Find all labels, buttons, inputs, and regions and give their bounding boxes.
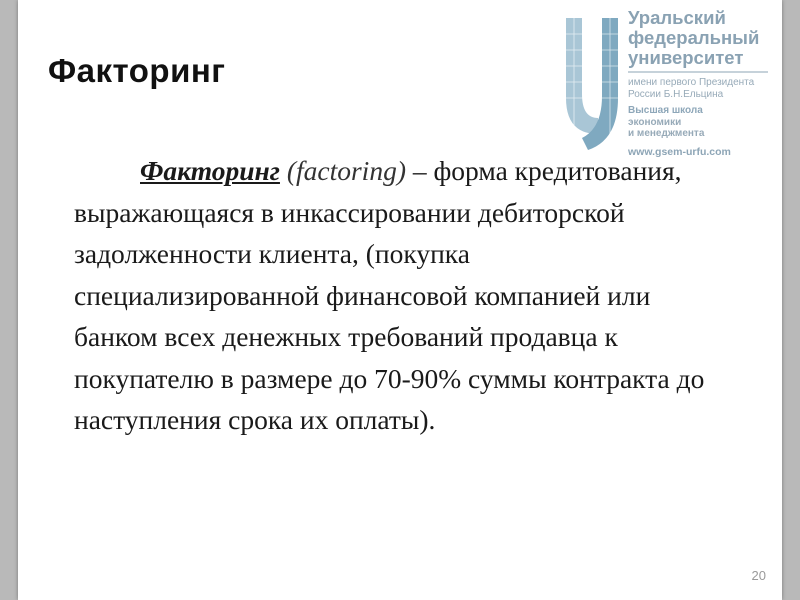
logo-divider	[628, 71, 768, 73]
logo-text-block	[628, 8, 798, 158]
definition-paragraph	[74, 150, 714, 441]
logo-subtitle-line-2: России Б.Н.Ельцина	[628, 88, 724, 100]
slide-title: Факторинг	[48, 52, 226, 89]
logo-url: www.gsem-urfu.com	[628, 145, 731, 158]
logo-name-line-1: Уральский	[628, 7, 726, 28]
definition-text: – форма кредитования, выражающаяся в инкассировании дебиторской задолженности клиента, (покупка специализированной финансовой компанией или банком всех денежных требований продавца к покупателю в размере до 70-90% суммы контракта до наступления срока их оплаты).	[74, 155, 705, 435]
logo-subtitle-line-1: имени первого Президента	[628, 77, 755, 88]
english-term: (factoring)	[286, 155, 406, 186]
logo-school-line-3: и менеджмента	[628, 128, 705, 139]
logo-name-line-3: университет	[628, 47, 744, 68]
page-number: 20	[751, 568, 766, 583]
university-logo	[558, 8, 788, 158]
slide	[18, 0, 782, 600]
logo-name-line-2: федеральный	[628, 27, 760, 48]
urfu-logo-mark-icon	[558, 14, 624, 154]
logo-school-line-2: экономики	[628, 116, 682, 128]
logo-school-line-1: Высшая школа	[628, 105, 703, 116]
defined-term: Факторинг	[140, 155, 280, 186]
